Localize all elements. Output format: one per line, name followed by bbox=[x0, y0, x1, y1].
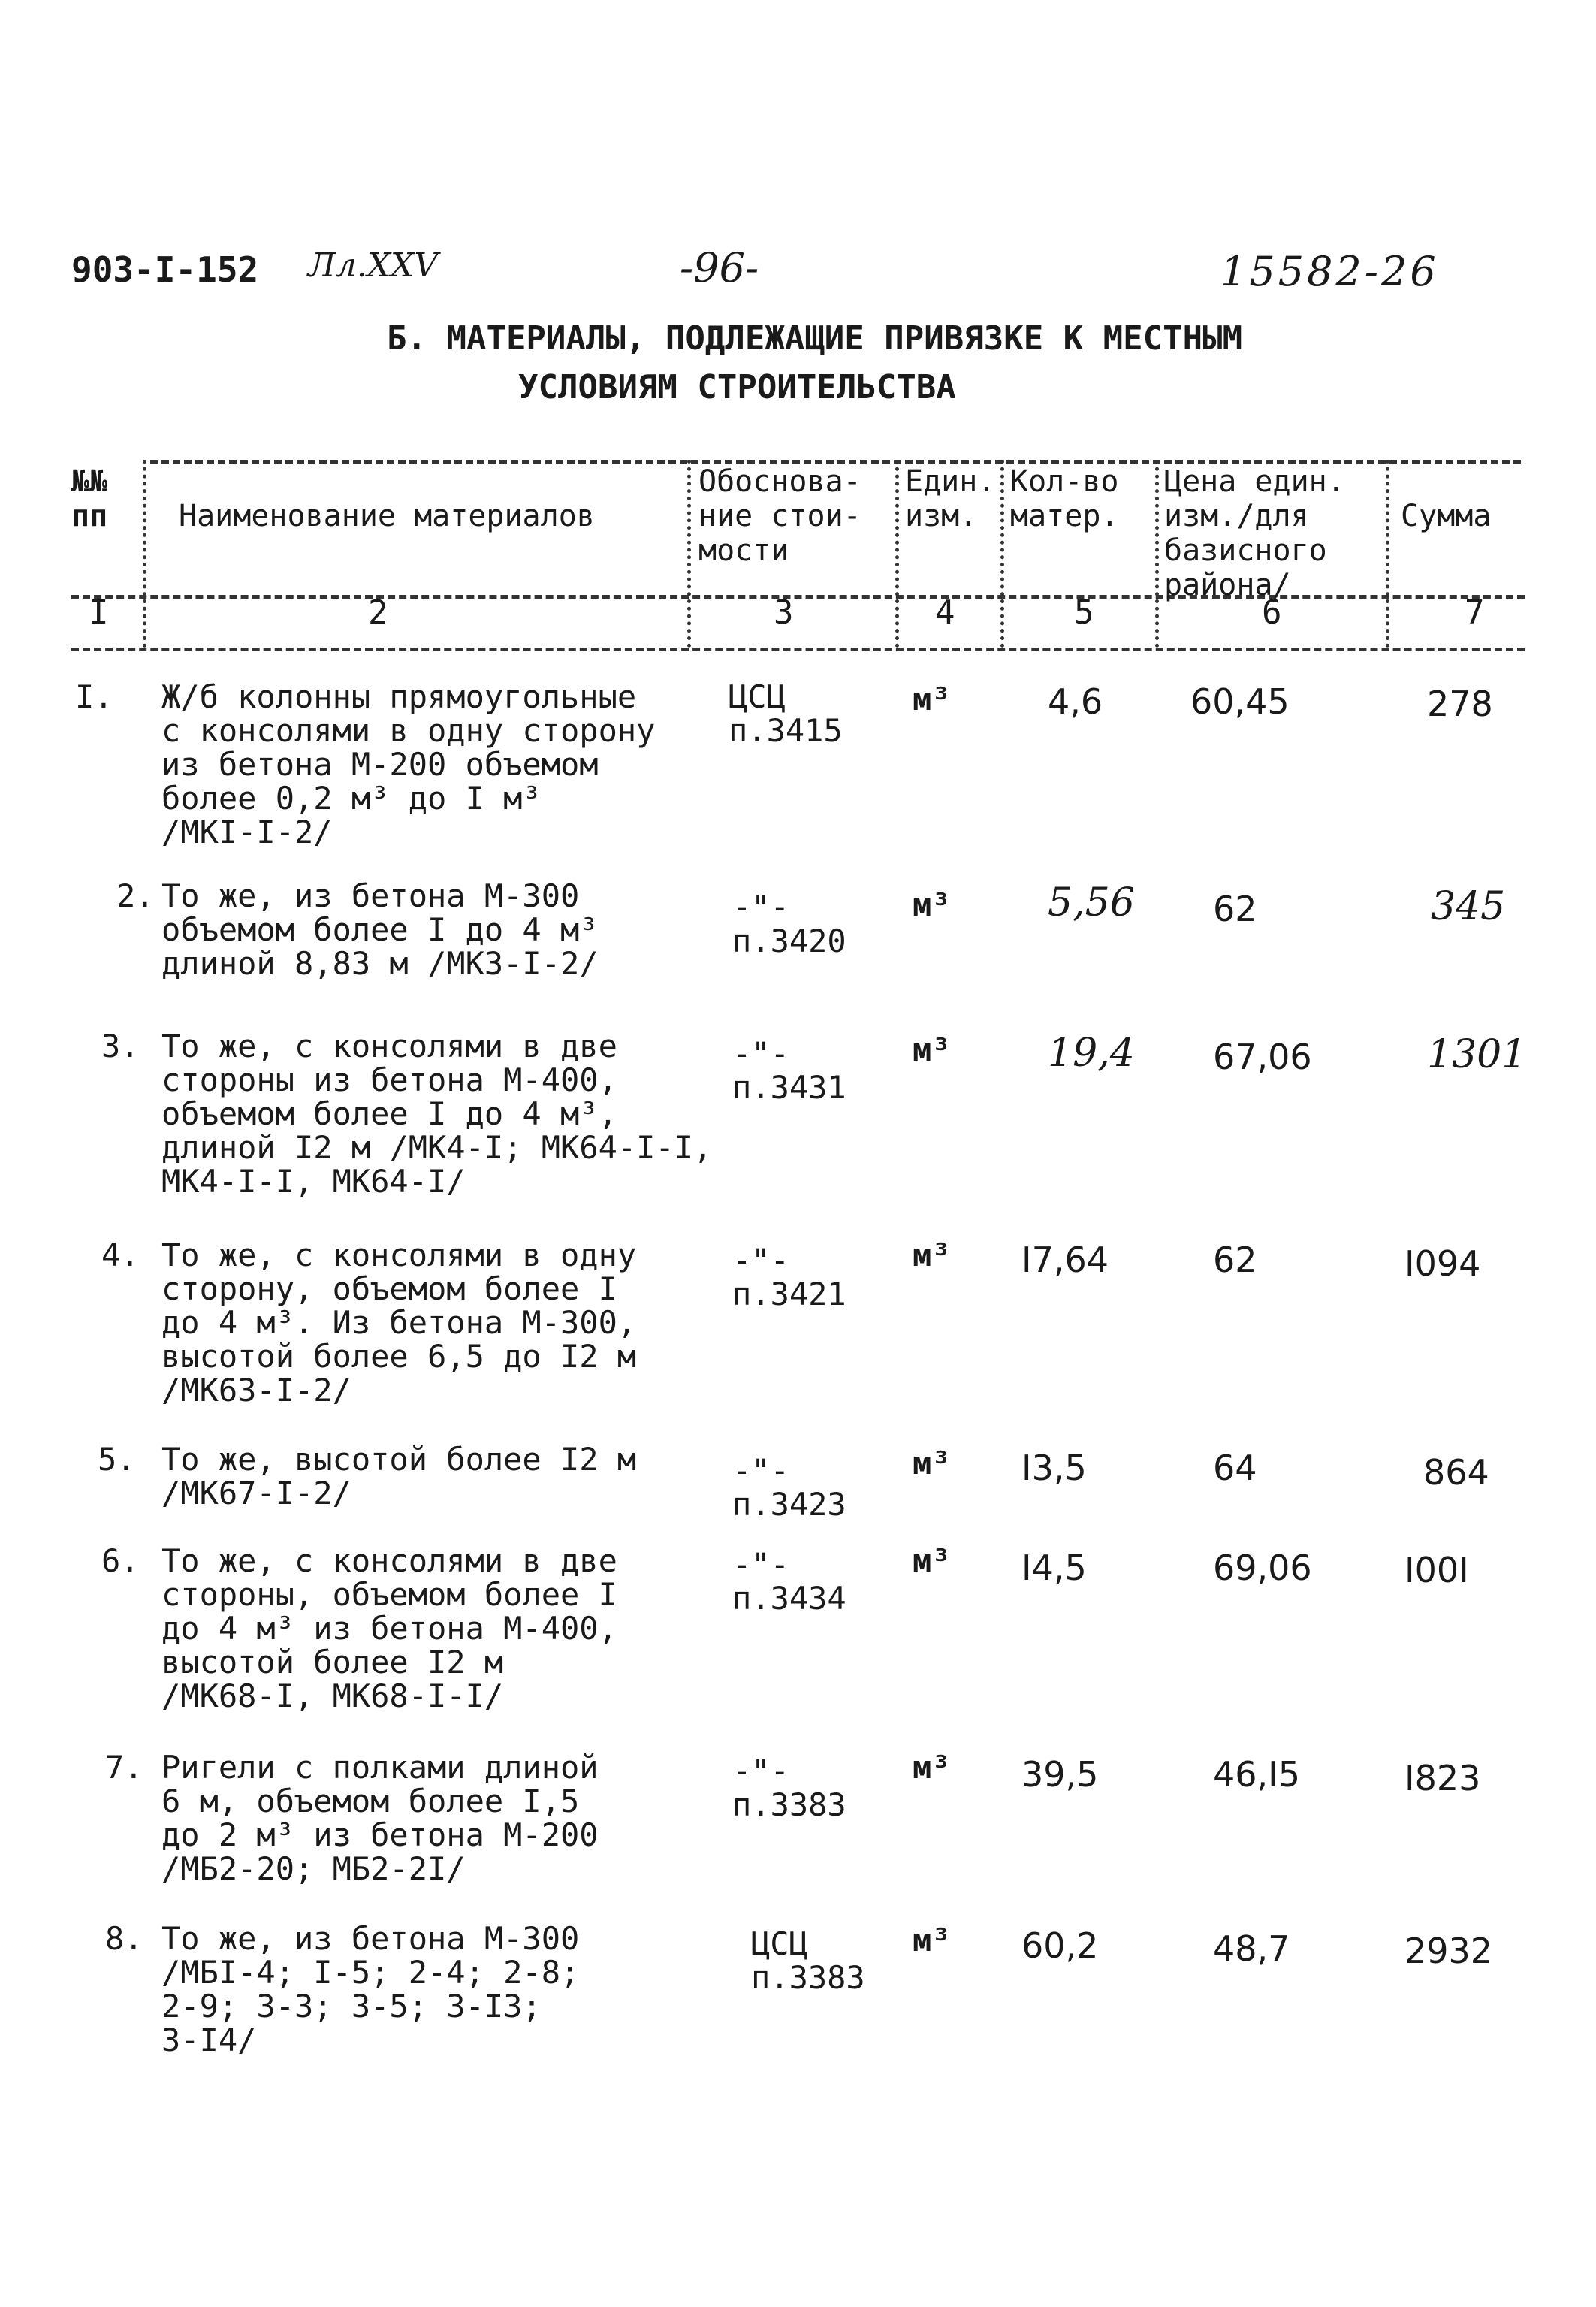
unit: м³ bbox=[913, 1542, 951, 1579]
column-header-unit: Един. изм. bbox=[905, 464, 996, 533]
sum: I823 bbox=[1404, 1758, 1481, 1798]
column-header-quantity: Кол-во матер. bbox=[1010, 464, 1119, 533]
unit-price: 69,06 bbox=[1213, 1548, 1312, 1588]
cost-basis: ЦСЦ п.3415 bbox=[729, 678, 843, 749]
page-number: -96- bbox=[680, 244, 759, 291]
quantity: 19,4 bbox=[1048, 1031, 1135, 1076]
sum: I00I bbox=[1404, 1550, 1469, 1590]
column-header-basis: Обоснова- ние стои- мости bbox=[698, 464, 861, 568]
column-number: 6 bbox=[1262, 593, 1282, 632]
unit: м³ bbox=[913, 1922, 951, 1958]
row-number: 8. bbox=[105, 1920, 143, 1957]
quantity: I4,5 bbox=[1021, 1548, 1087, 1588]
unit-price: 46,I5 bbox=[1213, 1754, 1300, 1795]
sum: I094 bbox=[1404, 1243, 1481, 1284]
column-divider bbox=[1155, 460, 1159, 648]
unit-price: 67,06 bbox=[1213, 1037, 1312, 1077]
cost-basis: -"- п.3434 bbox=[732, 1546, 846, 1617]
section-title-line1: Б. МАТЕРИАЛЫ, ПОДЛЕЖАЩИЕ ПРИВЯЗКЕ К МЕСТНЫМ bbox=[387, 319, 1243, 358]
row-number: 6. bbox=[101, 1542, 140, 1579]
cost-basis: -"- п.3383 bbox=[732, 1753, 846, 1823]
column-number: 2 bbox=[368, 593, 388, 632]
sum: 2932 bbox=[1404, 1931, 1493, 1971]
column-number: 4 bbox=[935, 593, 955, 632]
sum: 278 bbox=[1427, 684, 1493, 724]
quantity: 5,56 bbox=[1048, 880, 1135, 926]
material-name: То же, с консолями в две стороны, объемом более I до 4 м³ из бетона М-400, высотой более I2 м /МК68-I, МК68-I-I/ bbox=[161, 1542, 617, 1714]
unit: м³ bbox=[913, 681, 951, 717]
unit-price: 48,7 bbox=[1213, 1928, 1290, 1969]
row-number: 2. bbox=[116, 877, 155, 914]
table-top-rule bbox=[150, 460, 1521, 464]
cost-basis: -"- п.3431 bbox=[732, 1035, 846, 1106]
row-number: 3. bbox=[101, 1028, 140, 1064]
unit-price: 60,45 bbox=[1190, 681, 1290, 722]
material-name: То же, высотой более I2 м /МК67-I-2/ bbox=[161, 1441, 637, 1511]
column-header-price: Цена един. изм./для базисного района/ bbox=[1164, 464, 1345, 602]
sheet-label: Лл.XXV bbox=[308, 246, 439, 285]
unit: м³ bbox=[913, 1237, 951, 1273]
unit: м³ bbox=[913, 1031, 951, 1068]
material-name: То же, из бетона М-300 объемом более I до 4 м³ длиной 8,83 м /МК3-I-2/ bbox=[161, 877, 599, 982]
column-number: 5 bbox=[1074, 593, 1094, 632]
column-header-name: Наименование материалов bbox=[179, 499, 595, 533]
column-divider bbox=[895, 460, 899, 648]
table-bottom-rule bbox=[71, 648, 1525, 651]
material-name: То же, из бетона М-300 /МБI-4; I-5; 2-4; 2-8; 2-9; 3-3; 3-5; 3-I3; 3-I4/ bbox=[161, 1920, 580, 2058]
column-divider bbox=[1386, 460, 1389, 648]
quantity: I7,64 bbox=[1021, 1240, 1109, 1280]
column-header-sum: Сумма bbox=[1401, 499, 1492, 533]
row-number: 7. bbox=[105, 1749, 143, 1786]
column-number: 3 bbox=[774, 593, 794, 632]
cost-basis: -"- п.3423 bbox=[732, 1452, 846, 1523]
column-number: 7 bbox=[1465, 593, 1485, 632]
quantity: 60,2 bbox=[1021, 1925, 1099, 1966]
column-number: I bbox=[89, 593, 109, 632]
column-divider bbox=[687, 460, 691, 648]
unit-price: 62 bbox=[1213, 1240, 1257, 1280]
unit: м³ bbox=[913, 1749, 951, 1786]
quantity: I3,5 bbox=[1021, 1448, 1087, 1488]
column-divider bbox=[1000, 460, 1004, 648]
cost-basis: -"- п.3420 bbox=[732, 889, 846, 959]
row-number: I. bbox=[75, 678, 113, 715]
quantity: 4,6 bbox=[1048, 681, 1103, 722]
material-name: Ж/б колонны прямоугольные с консолями в одну сторону из бетона М-200 объемом более 0,2 м³ до I м³ /МКI-I-2/ bbox=[161, 678, 656, 850]
sum: 864 bbox=[1423, 1452, 1489, 1493]
material-name: Ригели с полками длиной 6 м, объемом более I,5 до 2 м³ из бетона М-200 /МБ2-20; МБ2-2I/ bbox=[161, 1749, 599, 1887]
document-code: 903-I-152 bbox=[71, 249, 259, 290]
unit: м³ bbox=[913, 886, 951, 923]
material-name: То же, с консолями в две стороны из бетона М-400, объемом более I до 4 м³, длиной I2 м /МК4-I; МК64-I-I, МК4-I-I, МК64-I/ bbox=[161, 1028, 713, 1200]
sum: 1301 bbox=[1427, 1032, 1527, 1077]
row-number: 5. bbox=[98, 1441, 136, 1478]
section-title-line2: УСЛОВИЯМ СТРОИТЕЛЬСТВА bbox=[518, 368, 956, 406]
unit: м³ bbox=[913, 1445, 951, 1481]
sum: 345 bbox=[1431, 884, 1506, 929]
cost-basis: -"- п.3421 bbox=[732, 1242, 846, 1312]
quantity: 39,5 bbox=[1021, 1754, 1099, 1795]
material-name: То же, с консолями в одну сторону, объемом более I до 4 м³. Из бетона М-300, высотой более 6,5 до I2 м /МК63-I-2/ bbox=[161, 1237, 637, 1409]
unit-price: 64 bbox=[1213, 1448, 1257, 1488]
column-divider bbox=[143, 460, 146, 648]
cost-basis: ЦСЦ п.3383 bbox=[751, 1925, 865, 1996]
document-number: 15582-26 bbox=[1220, 248, 1439, 295]
unit-price: 62 bbox=[1213, 889, 1257, 929]
row-number: 4. bbox=[101, 1237, 140, 1273]
column-header-number: №№ пп bbox=[71, 464, 108, 533]
